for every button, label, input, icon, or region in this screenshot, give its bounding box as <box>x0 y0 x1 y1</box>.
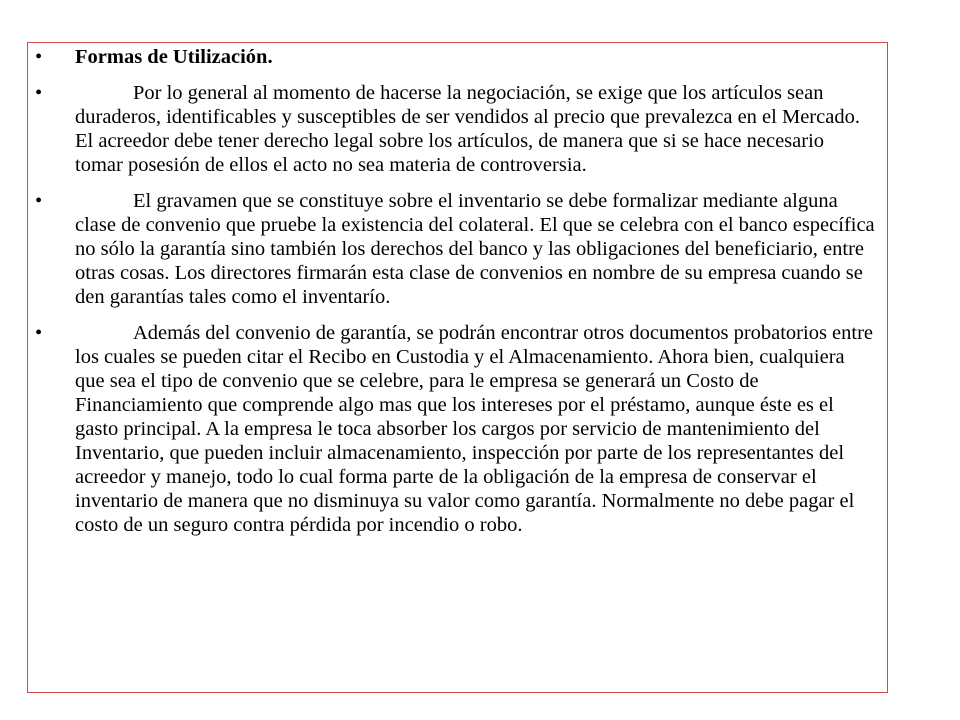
bullet-list <box>35 45 875 549</box>
paragraph: Por lo general al momento de hacerse la negociación, se exige que los artículos sean duraderos, identificables y susceptibles de ser vendidos al precio que prevalezca en el Mercado. El acreedor debe tener derecho legal sobre los artículos, de manera que si se hace necesario tomar posesión de ellos el acto no sea materia de controversia. <box>75 82 860 176</box>
list-item <box>35 189 875 309</box>
list-item <box>35 321 875 537</box>
paragraph: El gravamen que se constituye sobre el inventario se debe formalizar mediante alguna clase de convenio que pruebe la existencia del colateral. El que se celebra con el banco específica no sólo la garantía sino también los derechos del banco y las obligaciones del beneficiario, entre otras cosas. Los directores firmarán esta clase de convenios en nombre de su empresa cuando se den garantías tales como el inventarío. <box>75 190 875 308</box>
paragraph: Además del convenio de garantía, se podrán encontrar otros documentos probatorios entre los cuales se pueden citar el Recibo en Custodia y el Almacenamiento. Ahora bien, cualquiera que sea el tipo de convenio que se celebre, para le empresa se generará un Costo de Financiamiento que comprende algo mas que los intereses por el préstamo, aunque éste es el gasto principal. A la empresa le toca absorber los cargos por servicio de mantenimiento del Inventario, que pueden incluir almacenamiento, inspección por parte de los representantes del acreedor y manejo, todo lo cual forma parte de la obligación de la empresa de conservar el inventario de manera que no disminuya su valor como garantía. Normalmente no debe pagar el costo de un seguro contra pérdida por incendio o robo. <box>75 322 874 536</box>
list-item-heading <box>35 45 875 69</box>
bullet-icon: • <box>35 190 43 212</box>
list-item <box>35 81 875 177</box>
bullet-icon: • <box>35 82 43 104</box>
section-heading: Formas de Utilización. <box>75 46 273 68</box>
bullet-icon: • <box>35 322 43 344</box>
bullet-icon: • <box>35 46 43 68</box>
